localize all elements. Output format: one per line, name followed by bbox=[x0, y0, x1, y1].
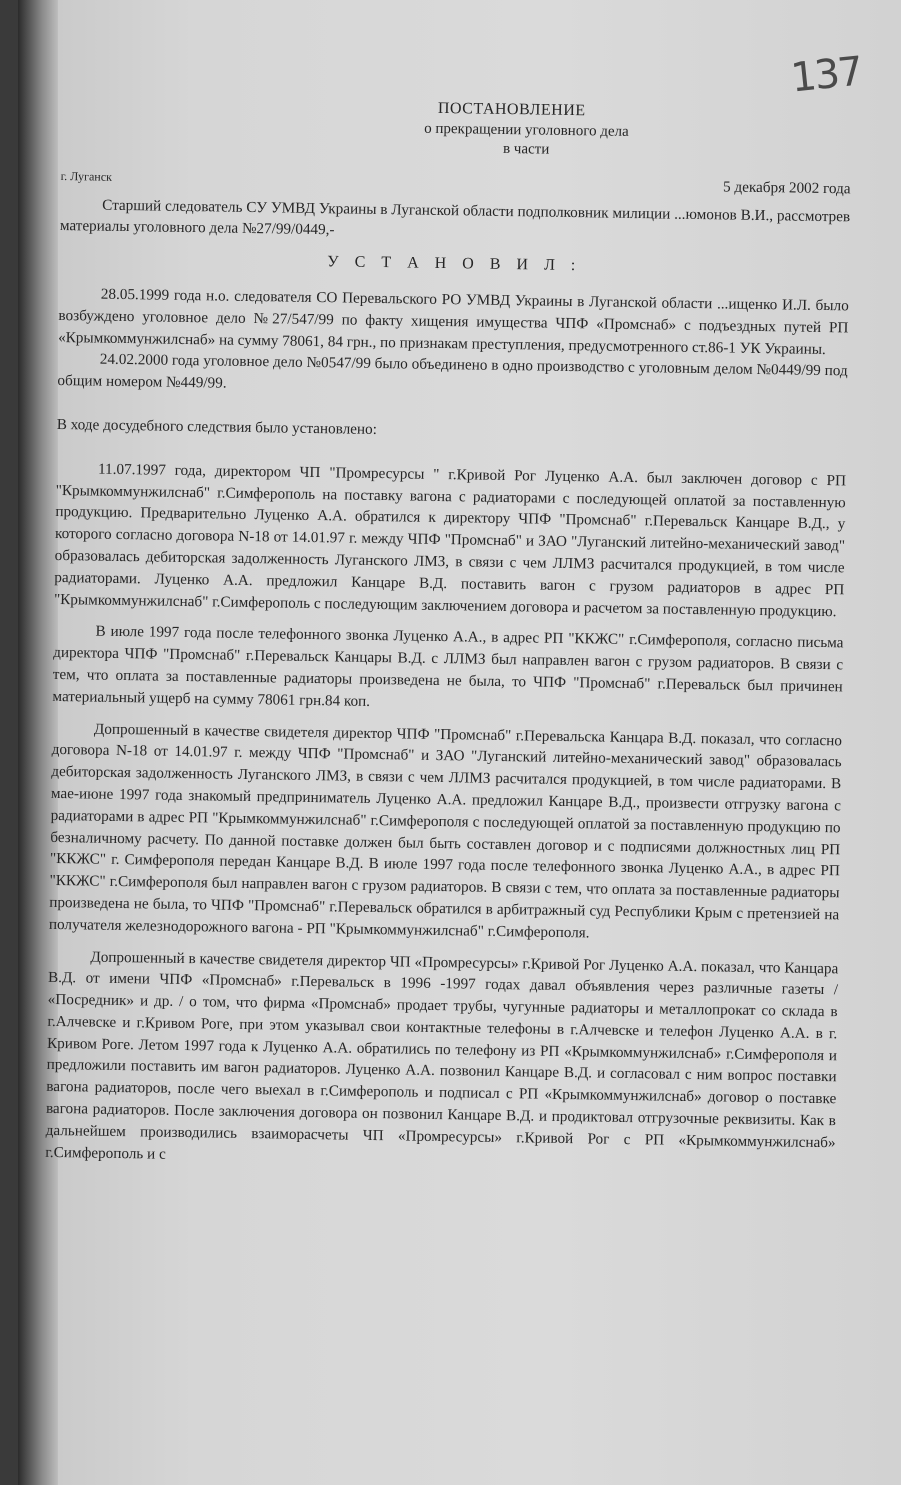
intro-paragraph: Старший следователь СУ УМВД Украины в Луганской области подполковник милиции ...юмонов В.И., рассмотрев материалы уголовного дела №27/99/0449,- bbox=[59, 196, 851, 239]
paragraph: 28.05.1999 года н.о. следователя СО Перевальского РО УМВД Украины в Луганской области ...ищенко И.Л. было возбуждено уголовное дело №27/547/99 по факту хищения имущества ЧПФ «Промснаб» с подъездных путей РП «Крымкоммунжилснаб» на сумму 78061, 84 грн., по признакам преступления, предусмотренного ст.86-1 УК Украины. bbox=[58, 285, 849, 358]
document-subtitle: о прекращении уголовного дела bbox=[424, 120, 629, 140]
paragraph: 24.02.2000 года уголовное дело №0547/99 было объединено в одно производство с уголовным делом №0449/99 под общим номером №449/99. bbox=[57, 351, 848, 392]
document-title: ПОСТАНОВЛЕНИЕ bbox=[437, 99, 586, 120]
document-page bbox=[18, 0, 901, 1485]
document-date: 5 декабря 2002 года bbox=[722, 178, 851, 198]
document-text bbox=[45, 92, 852, 1176]
paragraph: В ходе досудебного следствия было установлено: bbox=[56, 415, 378, 438]
established-heading: У С Т А Н О В И Л : bbox=[327, 253, 582, 275]
paragraph: В июле 1997 года после телефонного звонка Луценко А.А., в адрес РП "ККЖС" г.Симферополя, согласно письма директора ЧПФ "Промснаб" г.Перевальск Канцары В.Д. с ЛЛМЗ был направлен вагон с грузом радиаторов. В связи с тем, что оплата за поставленные радиаторы произведена не была, то ЧПФ "Промснаб" г.Перевальск был причинен материальный ущерб на сумму 78061 грн.84 коп. bbox=[52, 622, 844, 710]
paragraph: Допрошенный в качестве свидетеля директор ЧПФ "Промснаб" г.Перевальска Канцара В.Д. показал, что согласно договора N-18 от 14.01.97 г. между ЧПФ "Промснаб" и ЗАО "Луганский литейно-механический завод" образовалась дебиторская задолженность Луганского ЛМЗ, в связи с чем ЛЛМЗ расчитался продукцией, в том числе радиаторами. В мае-июне 1997 года знакомый предприниматель Луценко А.А. предложил Канцаре В.Д., произвести отгрузку вагона с радиаторами в адрес РП "Крымкоммунжилснаб" г.Симферополя с последующей оплатой за поставленную продукцию по безналичному расчету. По данной поставке должен был быть составлен договор и с подписями должностных лиц РП "ККЖС" г. Симферополя передан Канцаре В.Д. В июле 1997 года после телефонного звонка Луценко А.А., в адрес РП "ККЖС" г.Симферополя был направлен вагон с грузом радиаторов. В связи с тем, что оплата за поставленные радиаторы произведена не была, то ЧПФ "Промснаб" г.Перевальск обратился в арбитражный суд Республики Крым с претензией на получателя железнодорожного вагона - РП "Крымкоммунжилснаб" г.Симферополя. bbox=[48, 720, 843, 942]
handwritten-page-number: 137 bbox=[788, 48, 864, 102]
paragraph: 11.07.1997 года, директором ЧП "Промресурсы " г.Кривой Рог Луценко А.А. был заключен договор с РП "Крымкоммунжилснаб" г.Симферополь на поставку вагона с радиаторами с последующей оплатой за поставленную продукцию. Предварительно Луценко А.А. обратился к директору ЧПФ "Промснаб" г.Перевальск Канцаре В.Д., у которого согласно договора N-18 от 14.01.97 г. между ЧПФ "Промснаб" и ЗАО "Луганский литейно-механический завод" образовалась дебиторская задолженность Луганского ЛМЗ, в связи с чем ЛЛМЗ расчитался продукцией, в том числе радиаторами. Луценко А.А. предложил Канцаре В.Д. поставить вагон с грузом радиаторов в адрес РП "Крымкоммунжилснаб" г.Симферополь с последующим заключением договора и расчетом за поставленную продукцию. bbox=[53, 460, 847, 620]
document-subtitle-2: в части bbox=[502, 140, 550, 158]
paragraph: Допрошенный в качестве свидетеля директор ЧП «Промресурсы» г.Кривой Рог Луценко А.А. показал, что Канцара В.Д. от имени ЧПФ «Промснаб» г.Перевальск в 1996 -1997 годах давал объявления через различные газеты / «Посредник» и др. / о том, что фирма «Промснаб» продает трубы, чугунные радиаторы и металлопрокат со склада в г.Алчевске и г.Кривом Роге, при этом указывал свои контактные телефоны в г.Алчевске и телефон Луценко А.А. в г. Кривом Роге. Летом 1997 года к Луценко А.А. обратились по телефону из РП «Крымкоммунжилснаб» г.Симферополя и предложили поставить им вагон радиаторов. Луценко А.А. позвонил Канцаре В.Д. и согласовал с ним вопрос поставки вагона радиаторов, после чего выехал в г.Симферополь и подписал с РП «Крымкоммунжилснаб» договор о поставке вагона радиаторов. После заключения договора он позвонил Канцаре В.Д. и продиктовал отгрузочные реквизиты. Как в дальнейшем производились взаиморасчеты ЧП «Промресурсы» г.Кривой Рог с РП «Крымкоммунжилснаб» г.Симферополь и с bbox=[45, 948, 839, 1163]
city: г. Луганск bbox=[60, 168, 113, 184]
